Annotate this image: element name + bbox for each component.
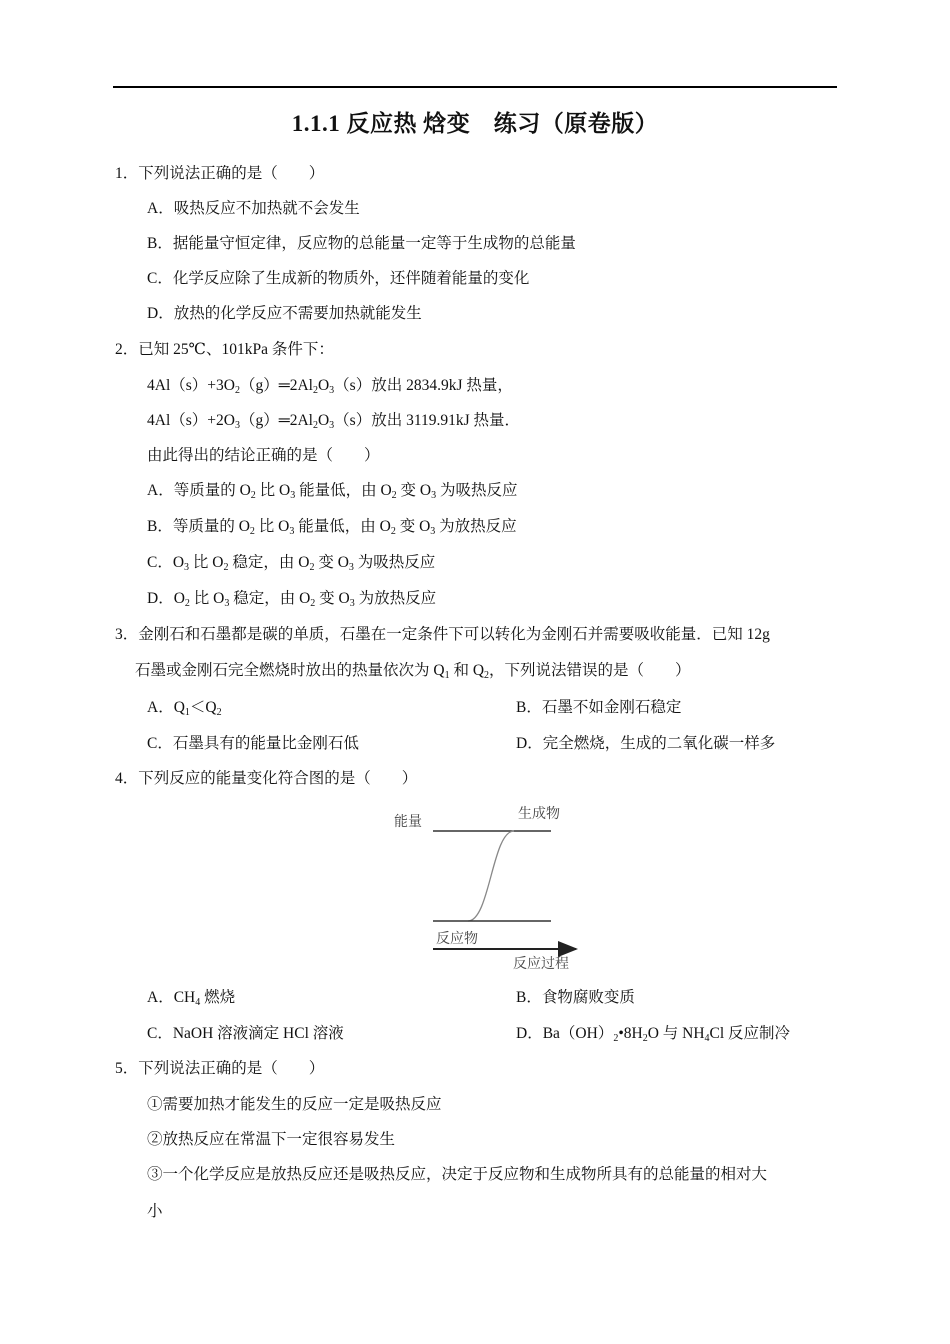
q5-statement-3: ③一个化学反应是放热反应还是吸热反应，决定于反应物和生成物所具有的总能量的相对大 (147, 1166, 768, 1183)
q3-option-b: B．石墨不如金刚石稳定 (516, 699, 682, 716)
reactant-label: 反应物 (436, 931, 478, 947)
q2-equation-1: $4Al(s)+3O_2(g)═2Al_2O_3(s)$放出 2834.9kJ 热量， (147, 377, 513, 396)
q3-option-d: D．完全燃烧，生成的二氧化碳一样多 (516, 735, 776, 752)
q1-option-c: C．化学反应除了生成新的物质外，还伴随着能量的变化 (147, 270, 530, 287)
q5-statement-1: ①需要加热才能发生的反应一定是吸热反应 (147, 1096, 442, 1113)
q2-option-b: B．等质量的 $O_2$ 比 $O_3$ 能量低，由 $O_2$ 变 $O_3$ 为放热反应 (147, 518, 517, 537)
q4-option-c: C．NaOH 溶液滴定 HCl 溶液 (147, 1025, 344, 1042)
q4-option-b: B．食物腐败变质 (516, 989, 635, 1006)
q1-option-d: D．放热的化学反应不需要加热就能发生 (147, 305, 422, 322)
q5-statement-3-cont: 小 (147, 1203, 163, 1220)
q1-stem: 1．下列说法正确的是（ ） (115, 165, 325, 182)
q5-stem: 5．下列说法正确的是（ ） (115, 1060, 325, 1077)
q2-option-d: D．$O_2$ 比 $O_3$ 稳定，由 $O_2$ 变 $O_3$ 为放热反应 (147, 590, 437, 609)
q3-option-c: C．石墨具有的能量比金刚石低 (147, 735, 359, 752)
q1-option-b: B．据能量守恒定律，反应物的总能量一定等于生成物的总能量 (147, 235, 576, 252)
q2-conclusion: 由此得出的结论正确的是（ ） (147, 447, 380, 464)
q2-option-c: C．$O_3$ 比 $O_2$ 稳定，由 $O_2$ 变 $O_3$ 为吸热反应 (147, 554, 436, 573)
q4-stem: 4．下列反应的能量变化符合图的是（ ） (115, 770, 418, 787)
q4-option-a: A．$CH_4$ 燃烧 (147, 989, 236, 1008)
product-label: 生成物 (518, 806, 560, 822)
energy-axis-label: 能量 (394, 814, 422, 830)
q1-option-a: A．吸热反应不加热就不会发生 (147, 200, 360, 217)
page-title: 1.1.1 反应热 焓变 练习（原卷版） (291, 111, 659, 136)
process-axis-label: 反应过程 (513, 956, 569, 972)
q3-stem-line-2: 石墨或金刚石完全燃烧时放出的热量依次为 $Q_1$ 和 $Q_2$，下列说法错误的是（ ） (135, 662, 691, 681)
q3-stem-line-1: 3．金刚石和石墨都是碳的单质，石墨在一定条件下可以转化为金刚石并需要吸收能量．已知 12g (115, 626, 770, 643)
q5-statement-2: ②放热反应在常温下一定很容易发生 (147, 1131, 396, 1148)
energy-curve (468, 831, 514, 921)
header-rule (113, 86, 837, 88)
q2-stem: 2．已知 25℃、101kPa 条件下： (115, 341, 334, 358)
q2-equation-2: $4Al(s)+2O_3(g)═2Al_2O_3(s)$放出 3119.91kJ 热量． (147, 412, 521, 431)
q2-option-a: A．等质量的 $O_2$ 比 $O_3$ 能量低，由 $O_2$ 变 $O_3$ 为吸热反应 (147, 482, 518, 501)
q4-option-d: D．$Ba(OH)_2•8H_2O$ 与 $NH_4Cl$ 反应制冷 (516, 1025, 791, 1044)
energy-diagram (390, 798, 590, 976)
q3-option-a: A．$Q_1<Q_2$ (147, 699, 222, 718)
